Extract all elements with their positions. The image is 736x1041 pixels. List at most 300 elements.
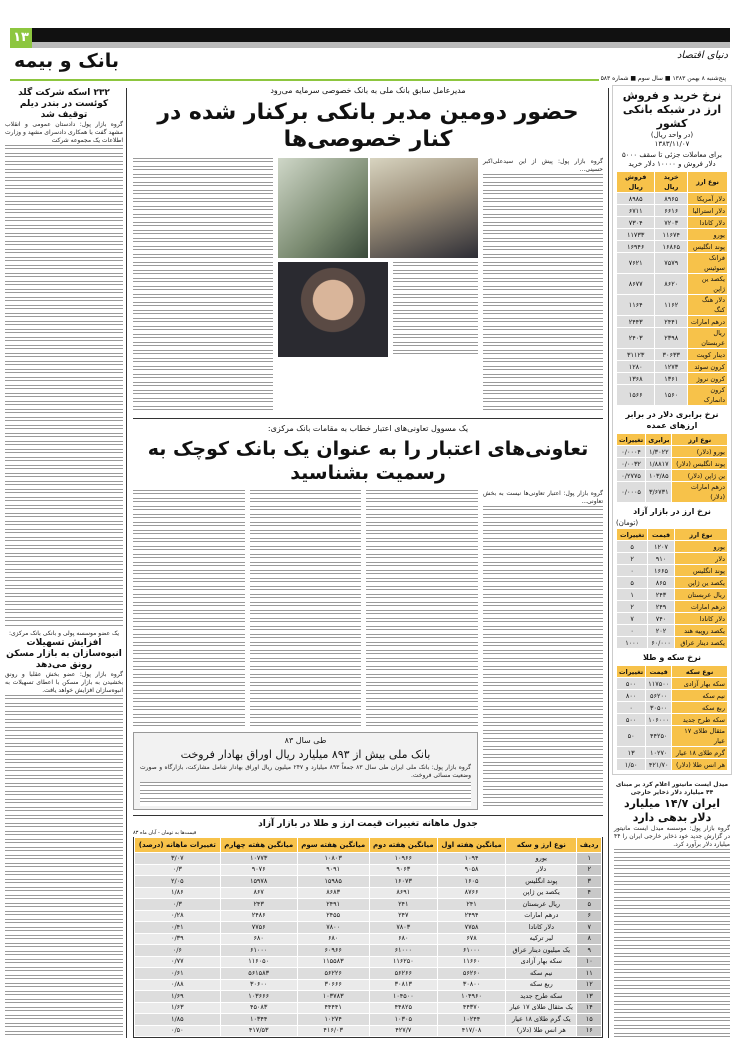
table-cell: ۱۱۷۵۰۰ [648, 679, 670, 688]
currency-name: درهم امارات [688, 316, 727, 327]
table-cell: ۱۱۶۲۵۰ [370, 957, 437, 968]
item-name: یک میلیون دینار عراق [506, 945, 576, 956]
table-cell: ۳۰۶۳۳ [655, 349, 687, 360]
table-header-row [135, 838, 601, 852]
table-row [617, 470, 727, 481]
currency-name: دلار آمریکا [688, 193, 727, 204]
currency-name: دلار [675, 553, 727, 564]
table-cell: ۱۱۵۵۸۳ [298, 957, 369, 968]
table-cell: ۰/۷۷ [135, 957, 220, 968]
currency-name: یکصد ین ژاپن [688, 274, 727, 294]
table-cell: ۴۱۷/۰۸ [438, 1026, 505, 1037]
table-cell: ۲۴۵۵ [298, 911, 369, 922]
table-cell: ۲۴۱ [370, 899, 437, 910]
table-cell: ۷۸۰۳ [370, 922, 437, 933]
column-header: نوع ارز و سکه [506, 838, 576, 852]
table-cell: ۱۰۳۰۵ [370, 1014, 437, 1025]
column-header: قیمت [648, 529, 673, 540]
row-number: ۱۱ [577, 968, 601, 979]
table-row [135, 876, 601, 887]
table-cell: ۱/۸۸۱۷ [646, 458, 671, 469]
table-cell: ۱۳۶۸ [617, 373, 654, 384]
photo-row [278, 158, 478, 258]
table-cell: ۳/۰۷ [135, 853, 220, 864]
table-row [617, 328, 727, 348]
table-cell: ۸۶۷ [221, 888, 297, 899]
box-lead: گروه بازار پول: بانک ملی ایران طی سال ۸۳ جمعاً ۸۹۳ میلیارد و ۲۴۷ میلیون ریال اوراق بهادار شامل مشارکت، بازارگاه و صورت وضعیت مسائی فروخت. [140, 764, 471, 779]
currency-name: یورو [675, 541, 727, 552]
table-cell: ۹۱۰ [648, 553, 673, 564]
table-cell: ۱/۵۰ [617, 759, 645, 770]
fx-date: ۱۳۸۳/۱۱/۰۷ [654, 140, 690, 148]
top-story-headline: حضور دومین مدیر بانکی برکنار شده در کنار خصوصی‌ها [157, 100, 579, 152]
currency-name: هر انس طلا (دلار) [672, 759, 727, 770]
table-cell: ۰/۶۱ [135, 968, 220, 979]
table-row [617, 541, 727, 552]
second-story-body [250, 490, 362, 727]
table-frame [133, 837, 603, 1038]
table-cell: ۱۱۶۲ [655, 295, 687, 315]
table-row [617, 577, 727, 588]
item-name: سکه بهار آزادی [506, 957, 576, 968]
table-cell: ۴۵۰۸۳ [221, 1003, 297, 1014]
table-row [617, 759, 727, 770]
table-cell: ۷۴۰ [648, 613, 673, 624]
table-row [135, 957, 601, 968]
table-cell: ۱۲۸۰ [617, 361, 654, 372]
column-header: تغییرات [617, 529, 647, 540]
table-cell: ۸۰۰ [617, 690, 645, 701]
table-cell: ۴۴۴۴۱ [298, 1003, 369, 1014]
table-cell: ۴۴۲۵۰ [646, 726, 671, 746]
table-cell: ۳/۶۷۳۱ [646, 482, 671, 502]
table-cell: ۲۴۱ [438, 899, 505, 910]
table-cell: ۷ [617, 613, 647, 624]
table-cell: ۱۵۹۸۵ [298, 876, 369, 887]
table-cell: ۹۰۹۱ [298, 865, 369, 876]
table-row [617, 446, 727, 457]
second-story-content [133, 490, 603, 810]
column-rule [126, 88, 127, 1038]
fx-unit: (در واحد ریال) [650, 131, 694, 139]
column-header: نوع ارز [688, 172, 727, 192]
table-cell: ۵۰ [617, 726, 645, 746]
row-number: ۸ [577, 934, 601, 945]
column-header: تغییرات [619, 667, 644, 676]
column-header: نوع سکه [672, 666, 727, 677]
table-cell: ۱۱۶۷۴ [655, 229, 687, 240]
table-cell: ۳۰۸۱۳ [370, 980, 437, 991]
table-cell: ۲ [617, 553, 647, 564]
table-cell: ۴۱۷/۵۳ [221, 1026, 297, 1037]
divider [133, 418, 603, 419]
left-story2-lead: گروه بازار پول: عضو بخش عقلبا و رونق بخشیدن به بازار مسکن با اعطای تسهیلات به انبوه‌سازان افزایش خواهد یافت. [5, 670, 123, 694]
free-market-table [616, 528, 728, 649]
column-header: میانگین هفته چهارم [221, 838, 297, 852]
gold-table [616, 665, 728, 771]
divider [133, 815, 603, 816]
table-row [617, 601, 727, 612]
table-cell: ۱۰۲۴۴ [438, 1014, 505, 1025]
table-cell: ۱۳ [617, 747, 645, 758]
row-number: ۶ [577, 911, 601, 922]
table-cell: ۱۶۹۴۶ [617, 241, 654, 252]
table-row [617, 613, 727, 624]
currency-name: یورو [688, 229, 727, 240]
column-header: میانگین هفته اول [438, 838, 505, 852]
row-number: ۹ [577, 945, 601, 956]
table-cell: ۲۴۴۳ [617, 316, 654, 327]
table-cell: ۵۰۰ [617, 714, 645, 725]
table-row [617, 229, 727, 240]
table-cell: ۰/۳ [135, 865, 220, 876]
item-name: پوند انگلیس [506, 876, 576, 887]
table-cell: ۷۷۵۶ [221, 922, 297, 933]
table-row [135, 853, 601, 864]
table-cell: ۰/۰۰۳۲ [617, 458, 645, 469]
item-name: لیر ترکیه [506, 934, 576, 945]
parity-title: نرخ برابری دلار در برابر ارزهای عمده [625, 410, 719, 430]
table-cell: ۲۴۷ [370, 911, 437, 922]
table-row [135, 1003, 601, 1014]
table-cell: ۹۰۶۳ [370, 865, 437, 876]
table-header-row [617, 666, 727, 677]
currency-name: ریال عربستان [675, 589, 727, 600]
table-cell: ۱۲۰۷ [648, 541, 673, 552]
table-cell: ۵۶۲۶۰ [438, 968, 505, 979]
currency-name: دلار استرالیا [688, 205, 727, 216]
table-cell: ۱۶۸۶۵ [655, 241, 687, 252]
photo-meeting [278, 158, 368, 258]
box-headline: بانک ملی بیش از ۸۹۳ میلیارد ریال اوراق بهادار فروخت [180, 748, 431, 761]
table-cell: ۰ [617, 625, 647, 636]
table-cell: ۳۱۱۲۳ [617, 349, 654, 360]
table-cell: ۱۶۰۵ [438, 876, 505, 887]
table-cell: ۱۰۲۷۴ [298, 1014, 369, 1025]
fx-title: نرخ خرید و فروش ارز در شبکه بانکی کشور [622, 89, 722, 130]
column-header: ردیف [577, 838, 601, 852]
table-cell: ۲۴۴۱ [655, 316, 687, 327]
second-story-col1 [483, 490, 603, 810]
left-column [5, 88, 123, 1038]
header-bar-gray [10, 42, 730, 48]
currency-name: سکه طرح جدید [672, 714, 727, 725]
row-number: ۱۳ [577, 991, 601, 1002]
top-story-col1 [483, 158, 603, 413]
table-cell: ۷۵۷۹ [655, 253, 687, 273]
table-row [617, 385, 727, 405]
row-number: ۷ [577, 922, 601, 933]
table-row [135, 980, 601, 991]
table-row [617, 747, 727, 758]
table-cell: ۷۶۲۱ [617, 253, 654, 273]
table-cell: ۱۵۹۷۸ [221, 876, 297, 887]
table-row [617, 714, 727, 725]
table-cell: ۴۴۳۷۰ [438, 1003, 505, 1014]
table-cell: ۲/۰۵ [135, 876, 220, 887]
top-story-lead: گروه بازار پول: پیش از این سیدعلی‌اکبر حسینی... [483, 158, 603, 173]
table-cell: ۸۶۹۱ [370, 888, 437, 899]
table-row [617, 553, 727, 564]
currency-name: درهم امارات (دلار) [672, 482, 727, 502]
table-cell: ۸۷۶۶ [438, 888, 505, 899]
table-cell: ۱۰۴۹۶۰ [438, 991, 505, 1002]
second-story-body [133, 490, 245, 727]
table-cell: ۶۰/۰۰۰ [648, 637, 673, 648]
row-number: ۱۶ [577, 1026, 601, 1037]
page-number: ۱۳ [10, 28, 32, 48]
table-cell: ۸۹۶۵ [655, 193, 687, 204]
table-row [617, 565, 727, 576]
table-cell: ۸۹۸۵ [617, 193, 654, 204]
photo-row-2 [278, 262, 478, 413]
table-cell: ۲۴۹۴ [438, 911, 505, 922]
table-cell: ۶۰۹۶۶ [298, 945, 369, 956]
sidebar-story-title: ایران ۱۴/۷ میلیارد دلار بدهی دارد [623, 797, 721, 824]
row-number: ۵ [577, 899, 601, 910]
table-cell: ۱۰۳۶۶۶ [221, 991, 297, 1002]
top-story-photos [278, 158, 478, 413]
second-story-header [133, 424, 603, 485]
table-cell: ۷۳۰۴ [617, 217, 654, 228]
table-row [617, 690, 727, 701]
table-cell: ۶۷۱۱ [617, 205, 654, 216]
divider [10, 79, 610, 81]
table-row [135, 968, 601, 979]
table-row [135, 934, 601, 945]
table-note: قیمت‌ها به تومان - آبان ماه ۸۳ [133, 830, 197, 836]
table-cell: ۱۱۶۴ [617, 295, 654, 315]
table-cell: ۱۵۶۰ [655, 385, 687, 405]
table-cell: ۱ [617, 589, 647, 600]
sidebar-story-kicker: میدل ایست مانیتور اعلام کرد بر مبنای ۴۴ میلیارد دلار ذخایر خارجی [615, 781, 729, 796]
column-header: نوع ارز [672, 434, 727, 445]
sidebar-story [612, 781, 732, 1038]
row-number: ۱۴ [577, 1003, 601, 1014]
free-title: نرخ ارز در بازار آزاد [633, 507, 711, 516]
table-row [135, 945, 601, 956]
table-row [617, 205, 727, 216]
table-cell: ۲۴۹۱ [298, 899, 369, 910]
column-header: تغییرات ماهانه (درصد) [135, 838, 220, 852]
table-cell: ۴۲۱/۷۰ [646, 759, 671, 770]
table-cell: ۱/۶۹ [135, 991, 220, 1002]
column-header: قیمت [646, 666, 671, 677]
table-cell: ۱۶۰۷۳ [370, 876, 437, 887]
table-cell: ۰/۸۸ [135, 980, 220, 991]
item-name: ربع سکه [506, 980, 576, 991]
row-number: ۲ [577, 865, 601, 876]
table-row [135, 1026, 601, 1037]
table-row [617, 678, 727, 689]
table-cell: ۶۱۰۰۰ [221, 945, 297, 956]
table-cell: ۵۰۰ [617, 678, 645, 689]
left-story2-body [5, 695, 123, 1038]
table-cell: ۵ [617, 541, 647, 552]
item-name: هر انس طلا (دلار) [506, 1026, 576, 1037]
table-row [135, 899, 601, 910]
fx-bank-table [616, 171, 728, 406]
currency-name: سکه بهار آزادی [672, 678, 727, 689]
table-cell: ۶۸۰ [221, 934, 297, 945]
currency-name: فرانک سوئیس [688, 253, 727, 273]
table-row [135, 888, 601, 899]
table-cell: ۲۳۹۸ [655, 328, 687, 348]
table-cell: ۶۸۰ [298, 934, 369, 945]
table-row [135, 911, 601, 922]
left-story1-body [5, 145, 123, 626]
table-cell: ۰/۴۱ [135, 922, 220, 933]
item-name: درهم امارات [506, 911, 576, 922]
currency-name: درهم امارات [675, 601, 727, 612]
currency-name: یورو (دلار) [672, 446, 727, 457]
table-cell: ۱/۸۶ [135, 888, 220, 899]
fx-note: برای معاملات جزئی تا سقف ۵۰۰۰ دلار فروش و ۱۰۰۰۰ دلار خرید [622, 151, 722, 168]
table-cell: ۱۲۷۳ [655, 361, 687, 372]
currency-name: یکصد دینار عراق [675, 637, 727, 648]
table-cell: ۱۱۶۰۵۰ [221, 957, 297, 968]
table-cell: ۲۴۹ [648, 601, 673, 612]
table-cell: ۱۳۶۱ [655, 373, 687, 384]
currency-name: دلار هنگ کنگ [688, 295, 727, 315]
row-number: ۱ [577, 853, 601, 864]
column-header: خرید ریال [655, 172, 687, 192]
table-cell: ۹۰۷۶ [221, 865, 297, 876]
table-cell: ۰/۳ [135, 899, 220, 910]
left-story1-lead: گروه بازار پول: دادستان عمومی و انقلاب مشهد گفت با همکاری دادسرای مشهد و وزارت اطلاعات یک مجموعه شرکت [5, 121, 123, 144]
table-cell: ۱/۳۰۲۲ [646, 446, 671, 457]
row-number: ۱۵ [577, 1014, 601, 1025]
currency-name: دینار کویت [688, 349, 727, 360]
table-cell: ۵۶۲۲۶ [298, 968, 369, 979]
table-cell: ۲ [617, 601, 647, 612]
currency-name: گرم طلای ۱۸ عیار [672, 747, 727, 758]
table-row [617, 349, 727, 360]
left-story2-kicker: یک عضو موسسه پولی و بانکی بانک مرکزی: [8, 629, 120, 637]
table-cell: ۱۰۸۰۳ [298, 853, 369, 864]
table-row [617, 458, 727, 469]
top-story-body-col2 [393, 262, 478, 357]
table-cell: ۱۵۶۶ [617, 385, 654, 405]
table-header-row [617, 172, 727, 192]
center-column [133, 86, 603, 1038]
table-row [617, 316, 727, 327]
table-cell: ۲۰۲ [648, 625, 673, 636]
item-name: یک مثقال طلای ۱۷ عیار [506, 1003, 576, 1014]
table-cell: ۴۴۸۲۵ [370, 1003, 437, 1014]
second-story-body [366, 490, 478, 727]
parity-table [616, 433, 728, 503]
table-row [617, 361, 727, 372]
table-cell: ۴۲۷/۷ [370, 1026, 437, 1037]
table-cell: ۵۶۲۶۶ [370, 968, 437, 979]
table-cell: ۱۰۳/۸۵ [646, 470, 671, 481]
table-cell: ۵۶۱۵۸۳ [221, 968, 297, 979]
table-cell: ۱۰۳۴۴ [221, 1014, 297, 1025]
table-cell: ۱۰۴۵۰۰ [370, 991, 437, 1002]
table-cell: ۰ [617, 702, 645, 713]
table-cell: ۶۶۱۶ [655, 205, 687, 216]
table-cell: ۵۶۲۰۰ [646, 690, 671, 701]
box-body [140, 782, 471, 806]
table-cell: ۲۴۳ [221, 899, 297, 910]
table-row [617, 702, 727, 713]
dateline: پنج‌شنبه ۸ بهمن ۱۳۸۳ ■ سال سوم ■ شماره ۵۸۳ [600, 75, 726, 82]
row-number: ۱۰ [577, 957, 601, 968]
table-cell: ۱۰۰۰ [617, 637, 647, 648]
newspaper-logo: دنیای اقتصاد [676, 50, 728, 61]
column-header: تغییرات [619, 435, 644, 444]
second-story-rest [133, 490, 478, 810]
row-number: ۱۲ [577, 980, 601, 991]
left-story2-title: افزایش تسهیلات انبوه‌سازان به بازار مسکن رونق می‌دهد [6, 637, 122, 670]
table-cell: ۳۰۶۶۶ [298, 980, 369, 991]
sidebar-story-lead: گروه بازار پول: موسسه میدل ایست مانیتور در گزارش جدید خود ذخایر خارجی ایران را ۴۴ میلیارد دلار برآورد کرد. [614, 825, 730, 848]
photo-bankers [370, 158, 478, 258]
currency-name: مثقال طلای ۱۷ عیار [672, 726, 727, 746]
currency-name: کرون دانمارک [688, 385, 727, 405]
table-cell: ۱۶۶۵ [648, 565, 673, 576]
photo-portrait [278, 262, 388, 357]
item-name: ریال عربستان [506, 899, 576, 910]
top-story-header [133, 86, 603, 153]
table-header-row [617, 529, 727, 540]
row-number: ۴ [577, 888, 601, 899]
table-cell: ۷۲۰۳ [655, 217, 687, 228]
table-row [617, 726, 727, 746]
currency-name: پوند انگلیس [675, 565, 727, 576]
item-name: دلار کانادا [506, 922, 576, 933]
table-cell: ۲۴۰۳ [617, 328, 654, 348]
currency-name: نیم سکه [672, 690, 727, 701]
table-cell: ۱۰۲۷۰ [646, 747, 671, 758]
box-story [133, 732, 478, 810]
table-row [135, 1014, 601, 1025]
table-cell: ۸۶۲۰ [655, 274, 687, 294]
top-story-content [133, 158, 603, 413]
table-cell: ۰/۲۷۷۵ [617, 470, 645, 481]
table-row [617, 295, 727, 315]
right-column [612, 85, 732, 1038]
column-header: نوع ارز [675, 529, 727, 540]
currency-name: دلار کانادا [688, 217, 727, 228]
table-row [617, 625, 727, 636]
item-name: یورو [506, 853, 576, 864]
table-row [617, 253, 727, 273]
currency-name: ین ژاپن (دلار) [672, 470, 727, 481]
table-cell: ۰/۶ [135, 945, 220, 956]
row-number: ۳ [577, 876, 601, 887]
table-cell: ۶۱۰۰۰ [438, 945, 505, 956]
left-story1-title: ۲۳۲ اسکه شرکت گلد کوئست در بندر دیلم توقیف شد [18, 88, 110, 120]
item-name: دلار [506, 865, 576, 876]
top-story-kicker: مدیرعامل سابق بانک ملی به بانک خصوصی سرمایه می‌رود [270, 86, 466, 95]
currency-name: ریال عربستان [688, 328, 727, 348]
currency-name: دلار کانادا [675, 613, 727, 624]
table-cell: ۰/۵۰ [135, 1026, 220, 1037]
item-name: یکصد ین ژاپن [506, 888, 576, 899]
header-bar [10, 28, 730, 42]
table-cell: ۹۰۵۸ [438, 865, 505, 876]
table-cell: ۰ [617, 565, 647, 576]
table-row [617, 373, 727, 384]
price-change-table [134, 837, 602, 1037]
currency-name: کرون نروژ [688, 373, 727, 384]
second-story-body [483, 506, 603, 810]
table-cell: ۲۴۳ [648, 589, 673, 600]
table-cell: ۷۷۵۸ [438, 922, 505, 933]
table-cell: ۱۱۶۶۰ [438, 957, 505, 968]
